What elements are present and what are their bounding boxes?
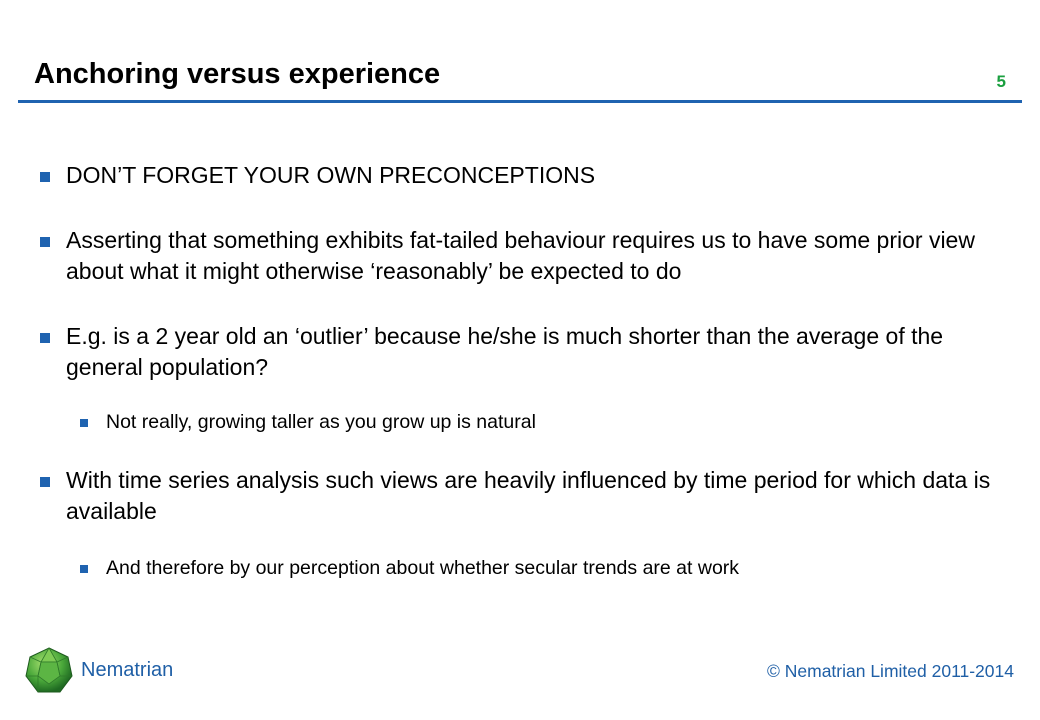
- bullet-marker: [40, 172, 50, 182]
- footer-brand: Nematrian: [81, 659, 174, 681]
- bullet-item: DON’T FORGET YOUR OWN PRECONCEPTIONS: [66, 162, 596, 188]
- slide-title: Anchoring versus experience: [34, 58, 441, 90]
- bullet-marker: [40, 333, 50, 343]
- sub-bullet-item: Not really, growing taller as you grow up is natural: [106, 411, 536, 433]
- page-number: 5: [996, 72, 1006, 91]
- bullet-marker: [40, 477, 50, 487]
- bullet-marker: [40, 237, 50, 247]
- sub-bullet-marker: [80, 565, 88, 573]
- green-polyhedron-icon: [24, 646, 74, 696]
- bullet-item: With time series analysis such views are heavily influenced by time period for which data is available: [66, 467, 991, 524]
- footer-copyright: © Nematrian Limited 2011-2014: [766, 661, 1014, 681]
- sub-bullet-marker: [80, 419, 88, 427]
- sub-bullet-item: And therefore by our perception about whether secular trends are at work: [106, 557, 740, 579]
- bullet-item: E.g. is a 2 year old an ‘outlier’ because he/she is much shorter than the average of the general population?: [66, 323, 944, 380]
- bullet-item: Asserting that something exhibits fat-tailed behaviour requires us to have some prior view about what it might otherwise ‘reasonably’ be expected to do: [66, 227, 975, 284]
